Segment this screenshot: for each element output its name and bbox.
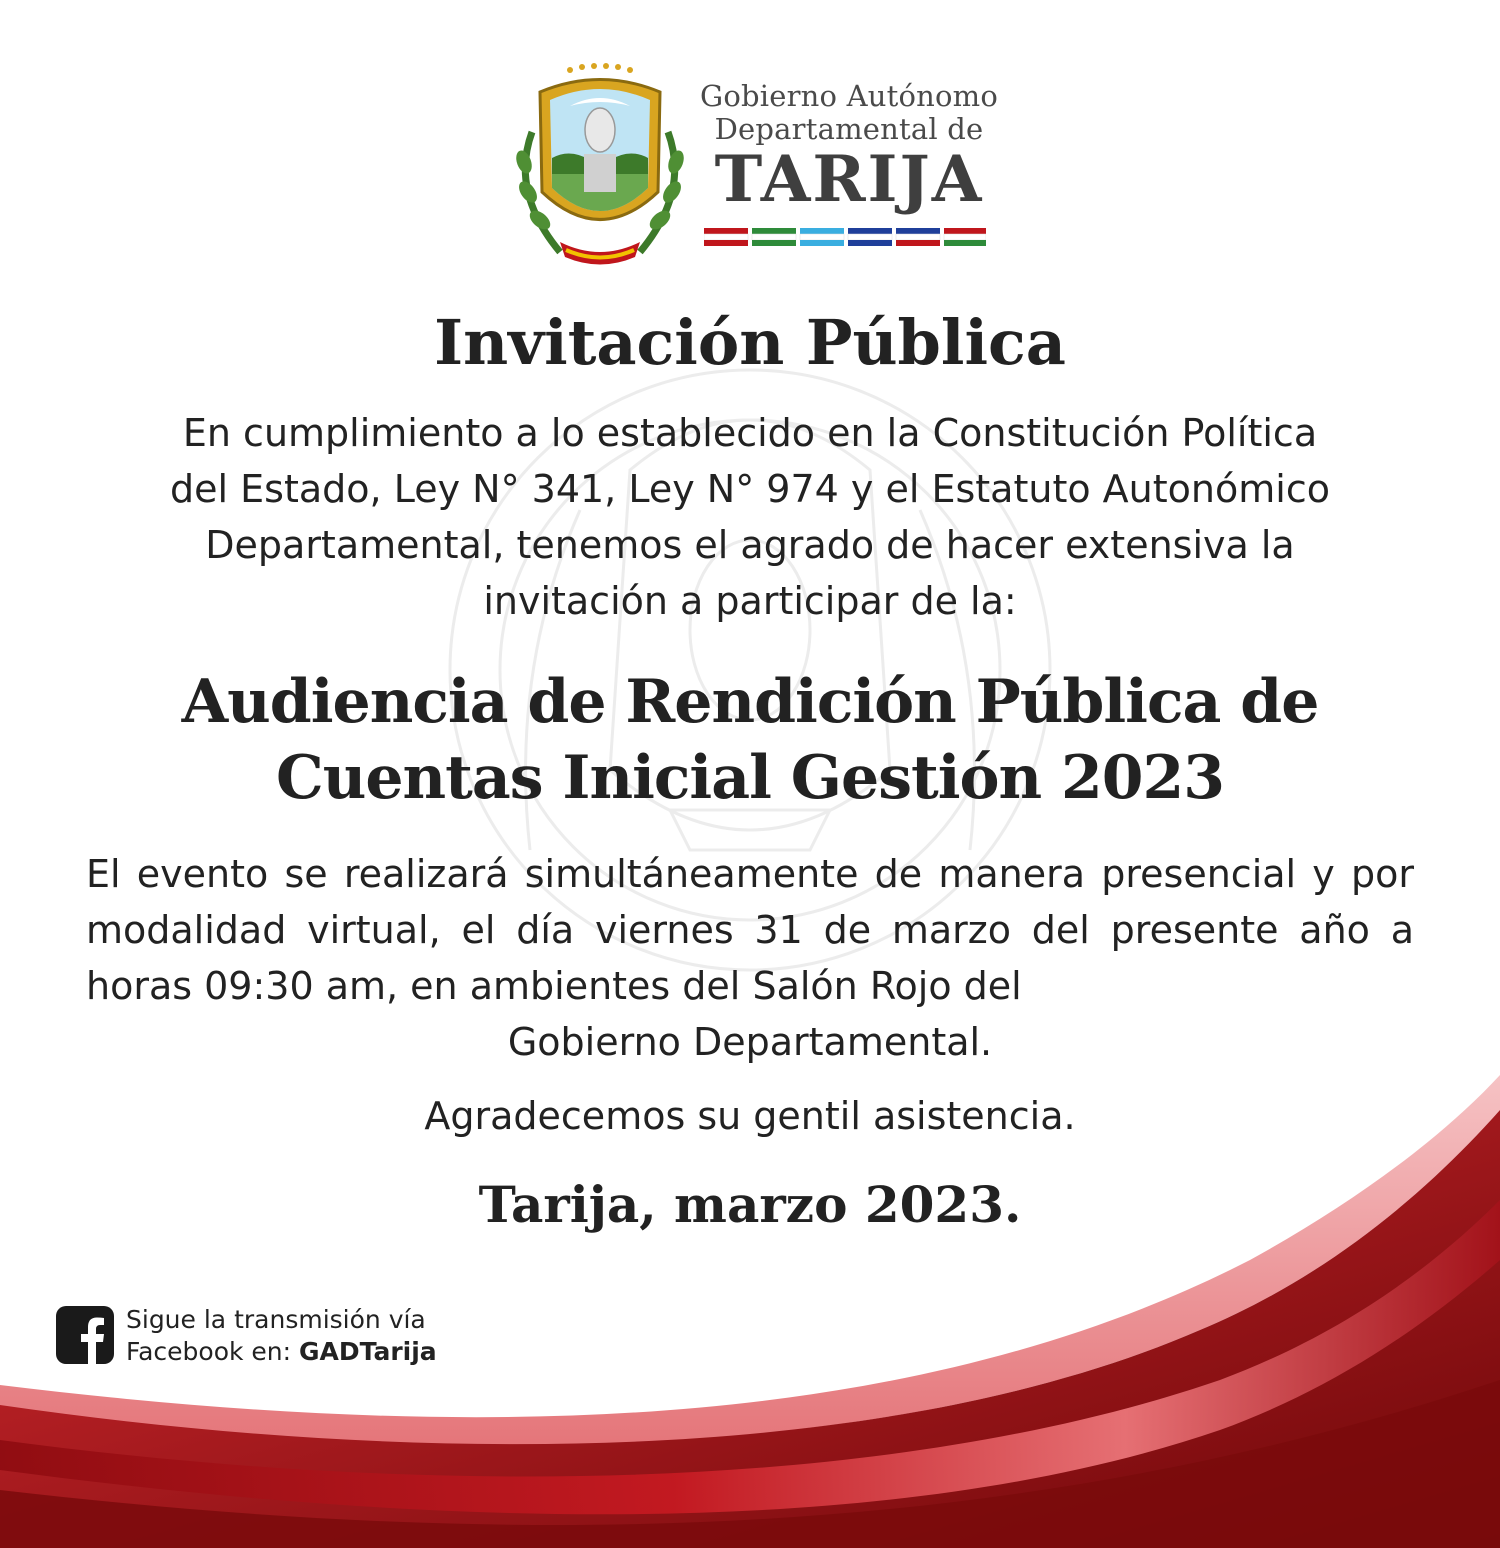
event-title-line: Cuentas Inicial Gestión 2023 [275, 743, 1225, 813]
facebook-text [126, 1304, 437, 1368]
facebook-line2-prefix: Facebook en: [126, 1337, 300, 1366]
facebook-line2 [126, 1336, 437, 1368]
details-last-line: Gobierno Departamental. [507, 1020, 993, 1064]
page-title: Invitación Pública [434, 306, 1066, 379]
facebook-line1: Sigue la transmisión vía [126, 1305, 426, 1334]
thanks-text: Agradecemos su gentil asistencia. [424, 1094, 1076, 1138]
intro-line: En cumplimiento a lo establecido en la Constitución Política [182, 411, 1318, 455]
org-line2: Departamental de [714, 112, 984, 146]
details-body: El evento se realizará simultáneamente de manera presencial y por modalidad virtual, el día viernes 31 de marzo del presente año a horas 09:30 am, en ambientes del Salón Rojo del [86, 852, 1414, 1008]
intro-line: Departamental, tenemos el agrado de hacer extensiva la [205, 523, 1295, 567]
facebook-notice [56, 1304, 526, 1374]
event-title-line: Audiencia de Rendición Pública de [181, 667, 1319, 737]
org-line3: TARIJA [714, 142, 984, 217]
org-line1: Gobierno Autónomo [699, 79, 999, 113]
facebook-icon[interactable] [56, 1306, 114, 1364]
intro-line: del Estado, Ley N° 341, Ley N° 974 y el Estatuto Autonómico [170, 467, 1330, 511]
facebook-handle[interactable]: GADTarija [299, 1337, 437, 1366]
dateline: Tarija, marzo 2023. [478, 1175, 1022, 1234]
intro-line: invitación a participar de la: [483, 579, 1017, 623]
